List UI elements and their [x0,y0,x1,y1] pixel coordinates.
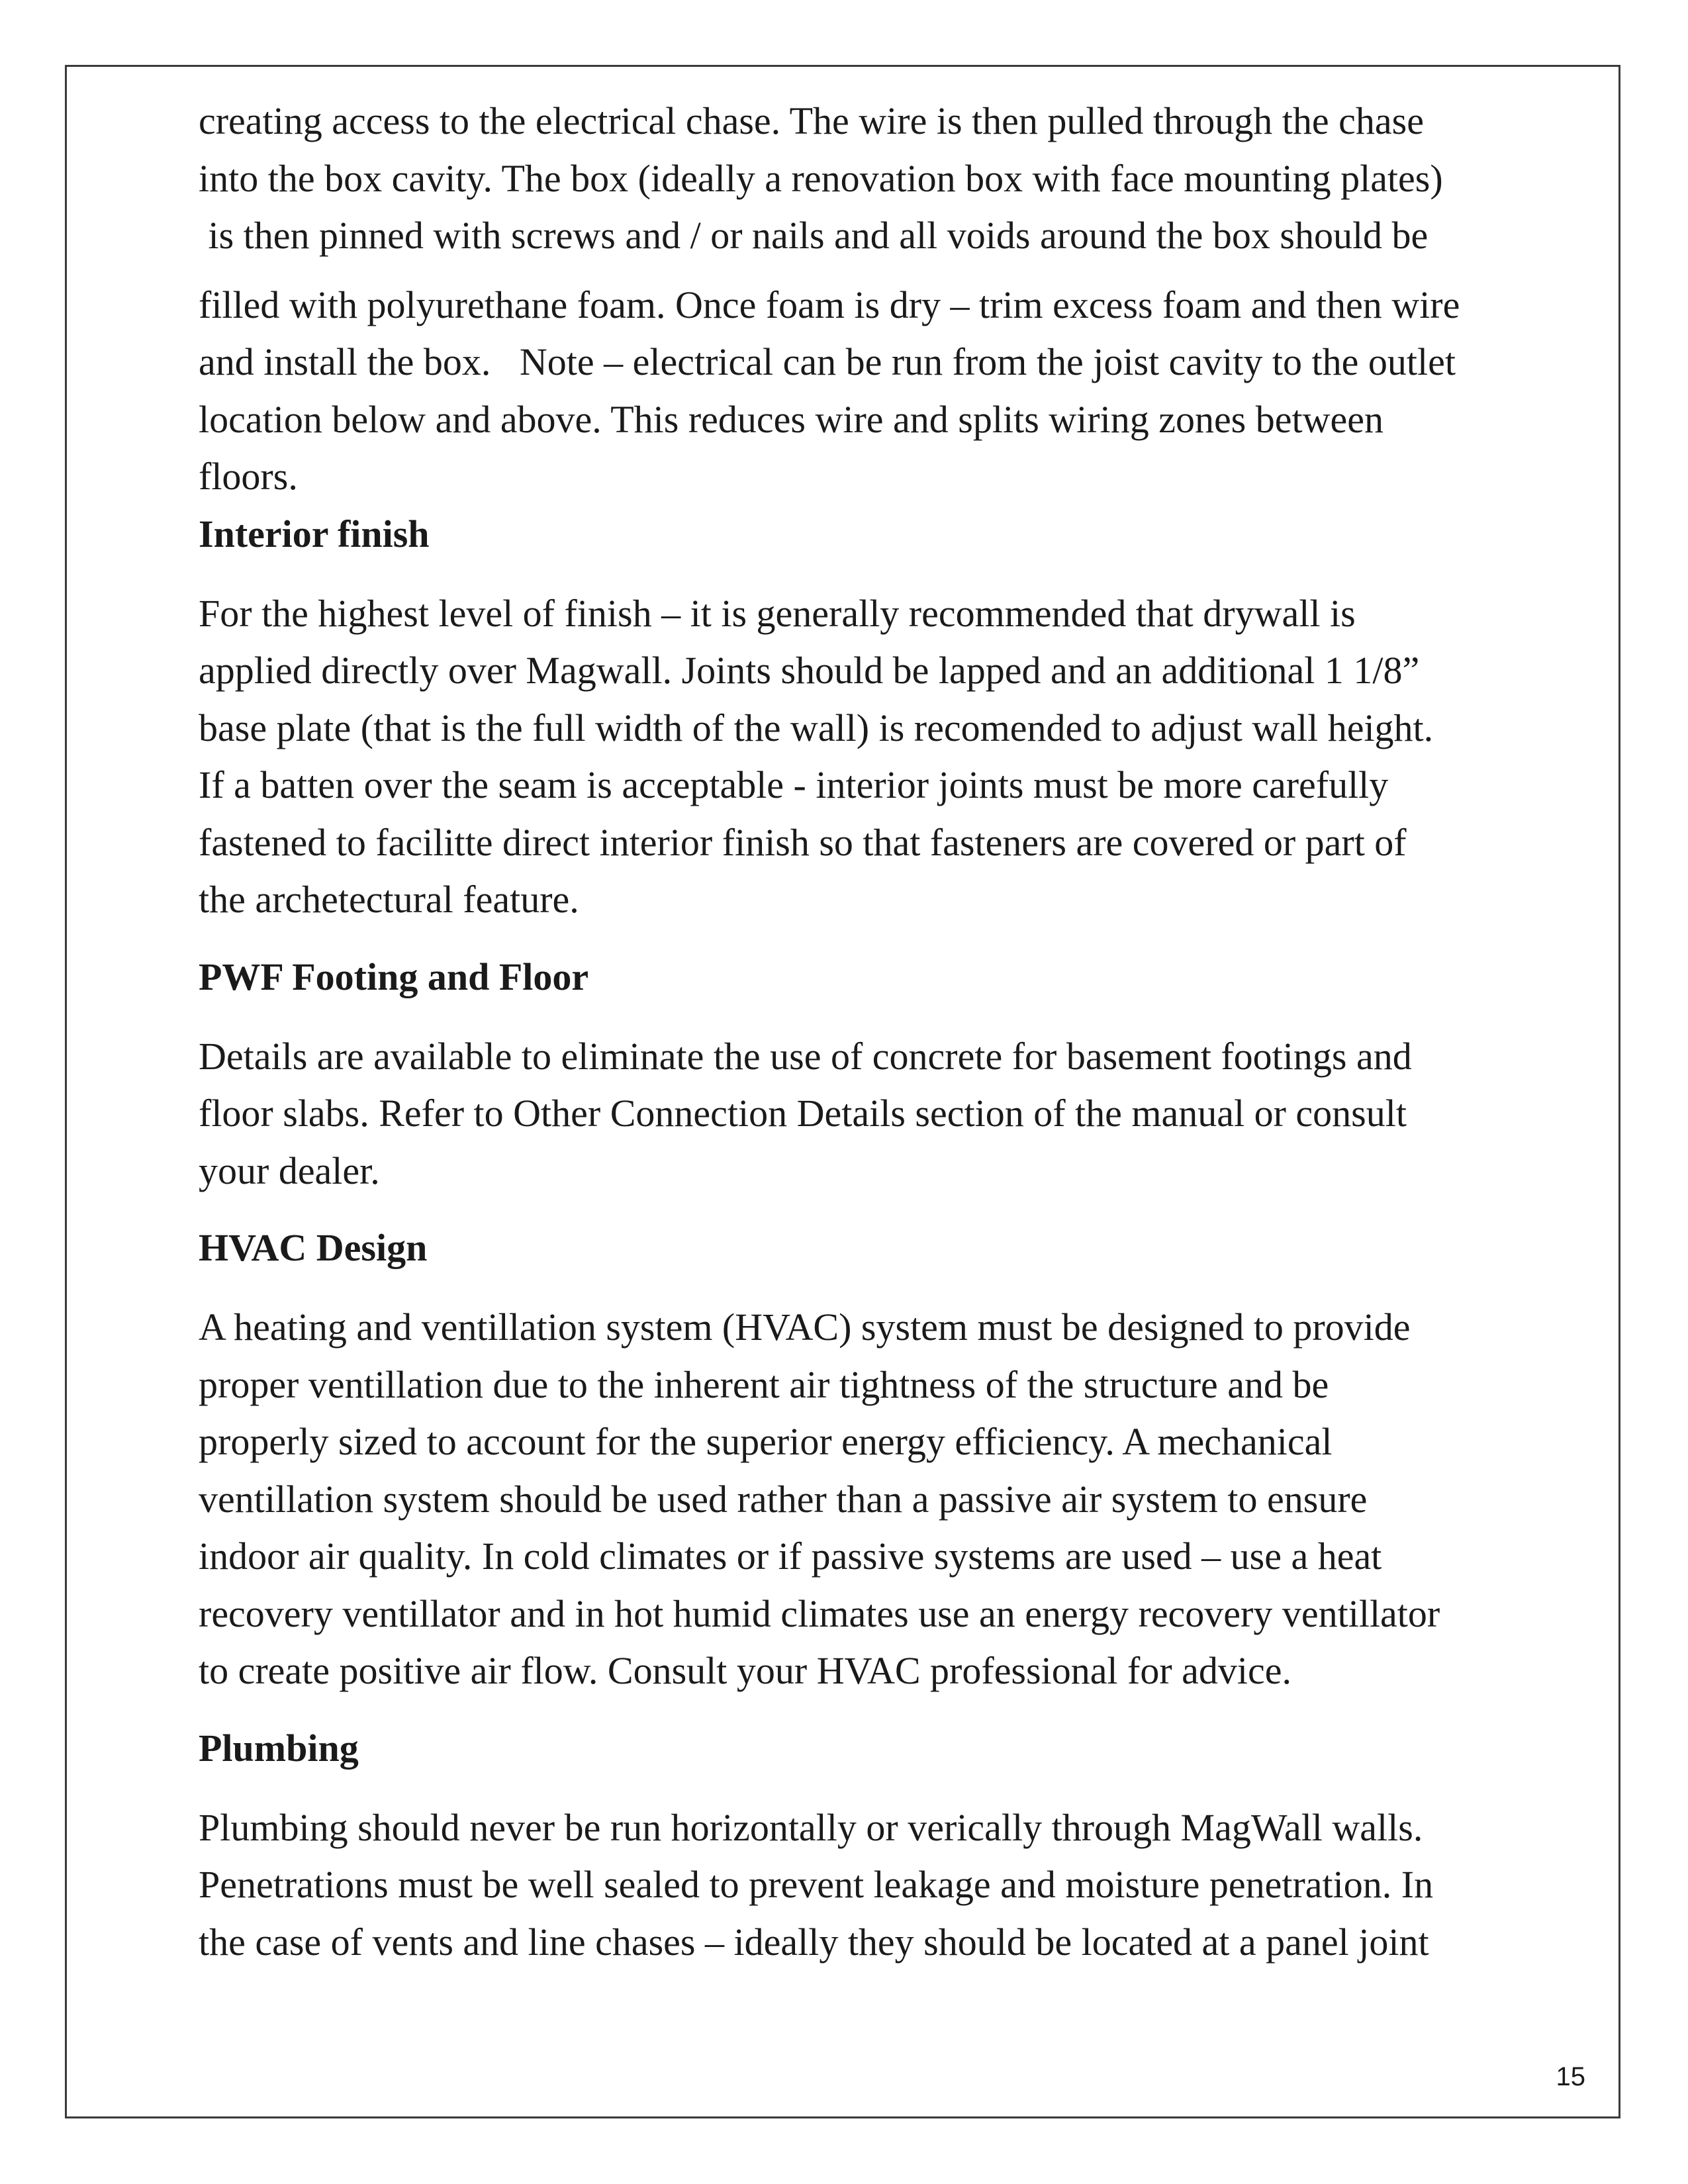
paragraph-line: proper ventillation due to the inherent air tightness of the structure and be [199,1362,1329,1406]
paragraph-line: Plumbing should never be run horizontally or verically through MagWall walls. [199,1805,1423,1849]
paragraph-line: base plate (that is the full width of the wall) is recomended to adjust wall height. [199,706,1434,749]
paragraph-line: Details are available to eliminate the use of concrete for basement footings and [199,1034,1412,1078]
paragraph-line: creating access to the electrical chase. The wire is then pulled through the chase [199,99,1424,142]
paragraph-line: is then pinned with screws and / or nails and all voids around the box should be [199,214,1429,257]
paragraph-line: floors. [199,455,298,498]
paragraph-line: For the highest level of finish – it is generally recommended that drywall is [199,591,1356,635]
page-number: 15 [1556,2062,1585,2091]
section-paragraph-interior-finish [199,585,1628,929]
paragraph-line: fastened to facilitte direct interior finish so that fasteners are covered or part of [199,820,1407,864]
paragraph-line: and install the box. Note – electrical can be run from the joist cavity to the outlet [199,340,1456,383]
paragraph-line: location below and above. This reduces wire and splits wiring zones between [199,397,1383,441]
paragraph-line: floor slabs. Refer to Other Connection Details section of the manual or consult [199,1092,1407,1135]
paragraph-line: indoor air quality. In cold climates or if passive systems are used – use a heat [199,1535,1382,1578]
paragraph-line: to create positive air flow. Consult your HVAC professional for advice. [199,1649,1292,1692]
section-heading-hvac-design: HVAC Design [199,1226,428,1269]
paragraph-line: into the box cavity. The box (ideally a renovation box with face mounting plates) [199,156,1443,200]
paragraph-line: properly sized to account for the superior energy efficiency. A mechanical [199,1420,1333,1463]
paragraph-line: applied directly over Magwall. Joints should be lapped and an additional 1 1/8” [199,649,1420,692]
section-paragraph-hvac-design [199,1299,1628,1700]
section-heading-interior-finish: Interior finish [199,512,430,555]
paragraph-line: A heating and ventillation system (HVAC) system must be designed to provide [199,1306,1411,1349]
paragraph-line: Penetrations must be well sealed to prevent leakage and moisture penetration. In [199,1863,1434,1906]
section-heading-plumbing: Plumbing [199,1726,359,1770]
paragraph-line: your dealer. [199,1149,380,1192]
paragraph-line: If a batten over the seam is acceptable - interior joints must be more carefully [199,763,1389,806]
document-body [199,93,1628,1971]
section-paragraph-plumbing [199,1799,1628,1971]
section-heading-pwf-footing: PWF Footing and Floor [199,955,589,998]
intro-paragraph [199,93,1628,506]
paragraph-line: filled with polyurethane foam. Once foam is dry – trim excess foam and then wire [199,283,1460,326]
paragraph-line: recovery ventillator and in hot humid climates use an energy recovery ventillator [199,1591,1440,1635]
paragraph-line: the archetectural feature. [199,878,579,921]
paragraph-line: ventillation system should be used rather than a passive air system to ensure [199,1477,1368,1521]
section-paragraph-pwf-footing [199,1028,1628,1200]
paragraph-line: the case of vents and line chases – ideally they should be located at a panel joint [199,1920,1429,1964]
